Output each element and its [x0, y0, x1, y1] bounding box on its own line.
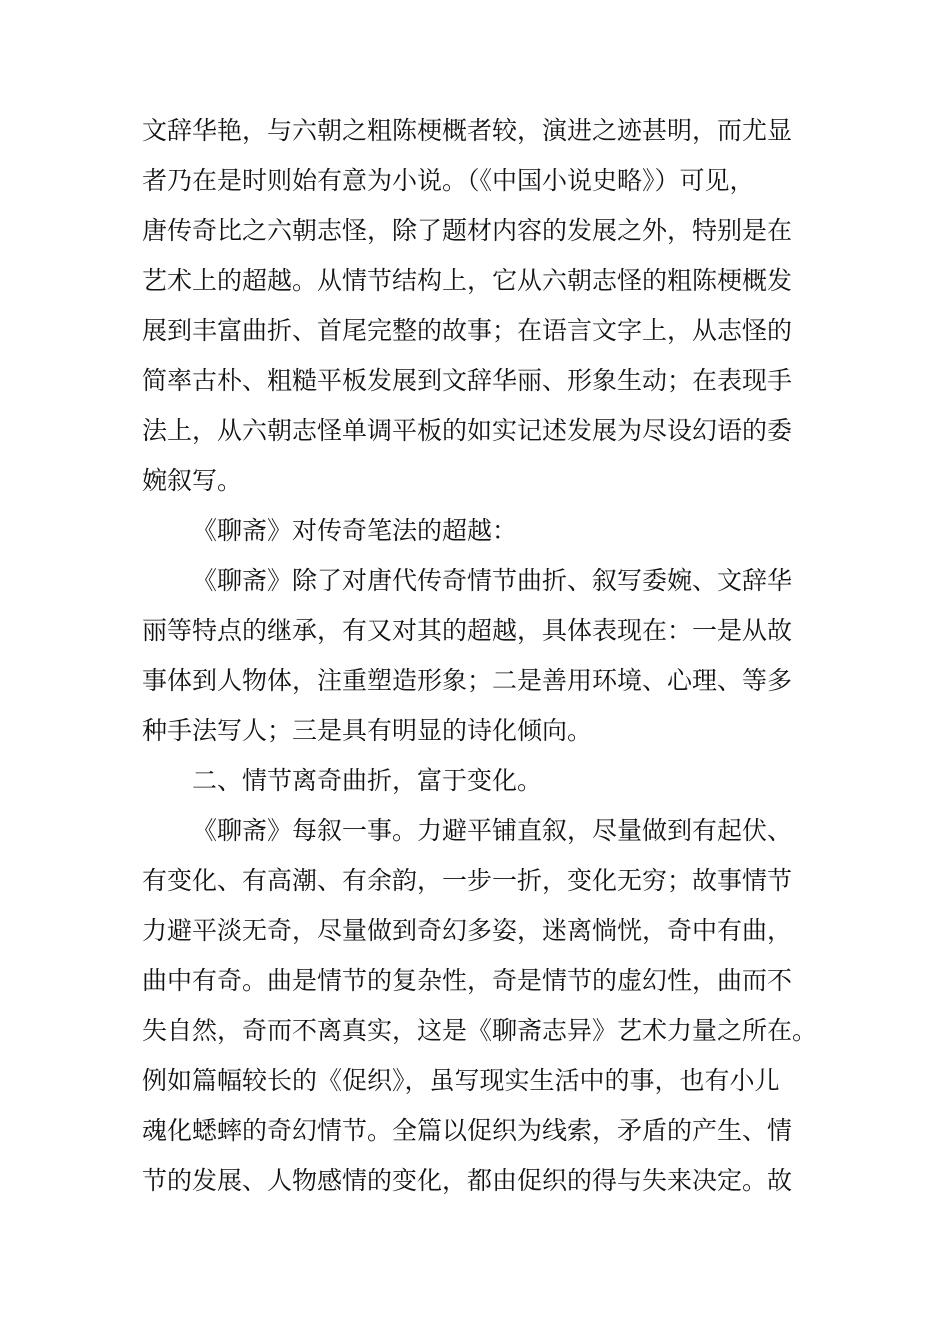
text-line: 有变化、有高潮、有余韵，一步一折，变化无穷；故事情节 — [142, 866, 793, 895]
text-line: 种手法写人；三是具有明显的诗化倾向。 — [142, 716, 593, 745]
text-line: 唐传奇比之六朝志怪，除了题材内容的发展之外，特别是在 — [142, 216, 793, 245]
heading-line: 二、情节离奇曲折，富于变化。 — [192, 766, 543, 795]
text-line: 文辞华艳，与六朝之粗陈梗概者较，演进之迹甚明，而尤显 — [142, 116, 793, 145]
text-line: 《聊斋》每叙一事。力避平铺直叙，尽量做到有起伏、 — [192, 816, 793, 845]
heading-line: 《聊斋》对传奇笔法的超越： — [192, 516, 518, 545]
text-line: 法上，从六朝志怪单调平板的如实记述发展为尽设幻语的委 — [142, 416, 793, 445]
text-line: 者乃在是时则始有意为小说。（《中国小说史略》）可见， — [142, 166, 755, 195]
text-line: 节的发展、人物感情的变化，都由促织的得与失来决定。故 — [142, 1166, 793, 1195]
text-line: 失自然，奇而不离真实，这是《聊斋志异》艺术力量之所在。 — [142, 1016, 818, 1045]
text-line: 力避平淡无奇，尽量做到奇幻多姿，迷离惝恍，奇中有曲， — [142, 916, 793, 945]
text-line: 《聊斋》除了对唐代传奇情节曲折、叙写委婉、文辞华 — [192, 566, 793, 595]
text-line: 艺术上的超越。从情节结构上，它从六朝志怪的粗陈梗概发 — [142, 266, 793, 295]
text-line: 丽等特点的继承，有又对其的超越，具体表现在：一是从故 — [142, 616, 793, 645]
text-line: 事体到人物体，注重塑造形象；二是善用环境、心理、等多 — [142, 666, 793, 695]
text-line: 曲中有奇。曲是情节的复杂性，奇是情节的虚幻性，曲而不 — [142, 966, 793, 995]
text-line: 简率古朴、粗糙平板发展到文辞华丽、形象生动；在表现手 — [142, 366, 793, 395]
text-line: 展到丰富曲折、首尾完整的故事；在语言文字上，从志怪的 — [142, 316, 793, 345]
text-line: 例如篇幅较长的《促织》，虽写现实生活中的事，也有小儿 — [142, 1066, 780, 1095]
text-line: 魂化蟋蟀的奇幻情节。全篇以促织为线索，矛盾的产生、情 — [142, 1116, 793, 1145]
text-line: 婉叙写。 — [142, 466, 243, 495]
